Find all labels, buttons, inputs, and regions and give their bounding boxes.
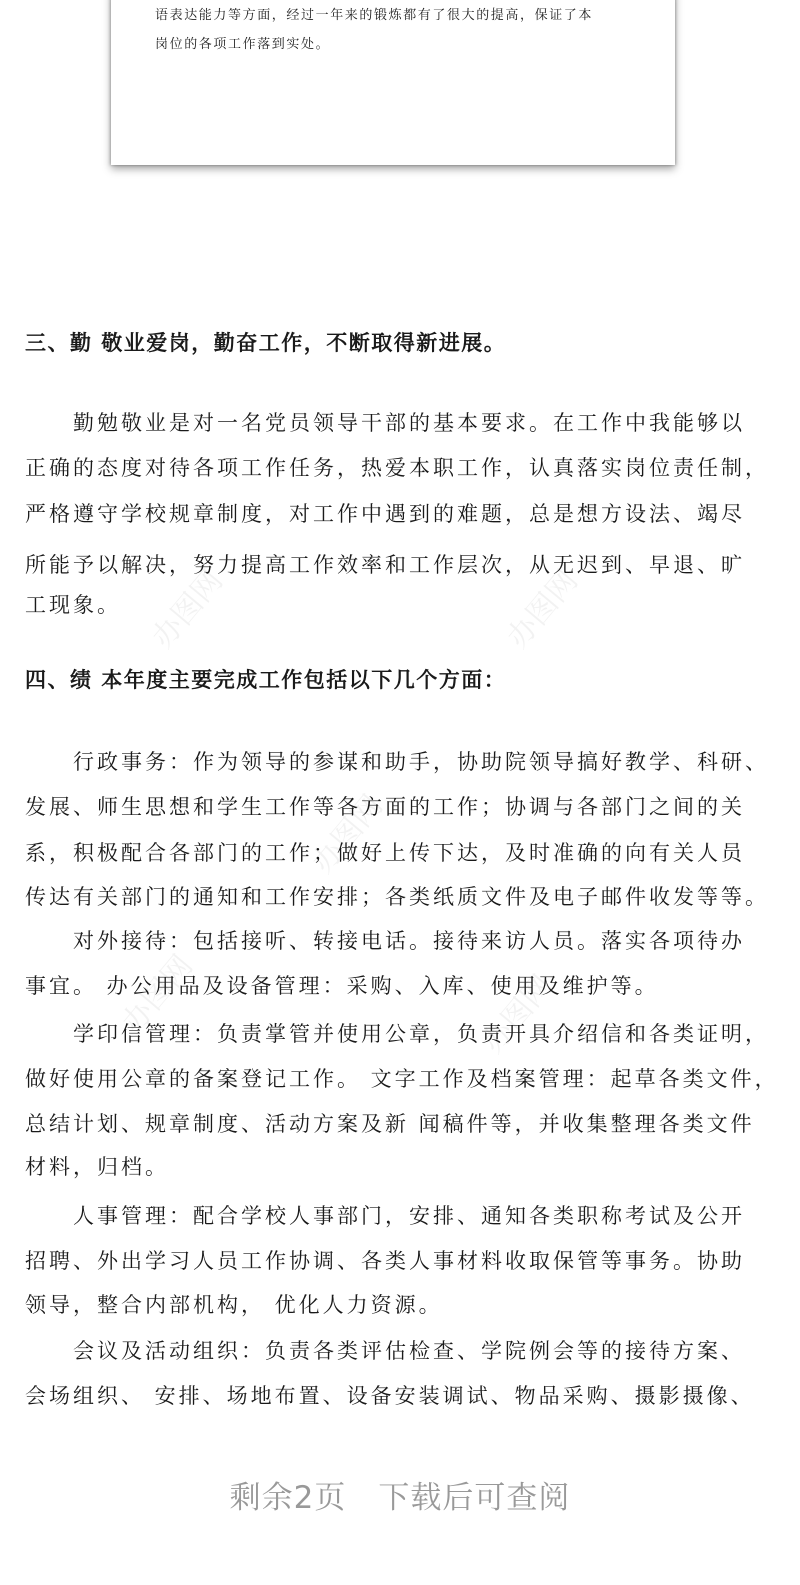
- paragraph-line: 总结计划、规章制度、活动方案及新 闻稿件等，并收集整理各类文件: [25, 1112, 755, 1136]
- paragraph-line: 做好使用公章的备案登记工作。 文字工作及档案管理：起草各类文件，: [25, 1067, 779, 1091]
- paragraph-line: 材料，归档。: [25, 1155, 169, 1179]
- section-heading: 四、绩 本年度主要完成工作包括以下几个方面：: [25, 667, 507, 692]
- paragraph-line: 学印信管理：负责掌管并使用公章，负责开具介绍信和各类证明，: [25, 1022, 769, 1046]
- paragraph-line: 对外接待：包括接听、转接电话。接待来访人员。落实各项待办: [25, 929, 745, 953]
- paragraph-line: 事宜。 办公用品及设备管理：采购、入库、使用及维护等。: [25, 974, 659, 998]
- paragraph-line: 传达有关部门的通知和工作安排；各类纸质文件及电子邮件收发等等。: [25, 885, 769, 909]
- paragraph-line: 人事管理：配合学校人事部门，安排、通知各类职称考试及公开: [25, 1204, 745, 1228]
- watermark: 办图网: [475, 968, 561, 1060]
- watermark: 办图网: [305, 788, 391, 880]
- section-heading: 三、勤 敬业爱岗，勤奋工作，不断取得新进展。: [25, 330, 507, 355]
- watermark: 办图网: [500, 563, 586, 655]
- paragraph-line: 所能予以解决，努力提高工作效率和工作层次，从无迟到、早退、旷: [25, 553, 745, 577]
- watermark: 办图网: [145, 563, 231, 655]
- paragraph-line: 会议及活动组织：负责各类评估检查、学院例会等的接待方案、: [25, 1339, 745, 1363]
- paragraph-line: 勤勉敬业是对一名党员领导干部的基本要求。在工作中我能够以: [25, 411, 745, 435]
- paragraph-line: 招聘、外出学习人员工作协调、各类人事材料收取保管等事务。协助: [25, 1249, 745, 1273]
- card-text-line: 语表达能力等方面，经过一年来的锻炼都有了很大的提高，保证了本: [155, 8, 594, 23]
- paragraph-line: 发展、师生思想和学生工作等各方面的工作；协调与各部门之间的关: [25, 795, 745, 819]
- paragraph-line: 行政事务：作为领导的参谋和助手，协助院领导搞好教学、科研、: [25, 750, 769, 774]
- remaining-pages-download-prompt[interactable]: 剩余2页 下载后可查阅: [229, 1480, 571, 1516]
- watermark: 办图网: [115, 948, 201, 1040]
- paragraph-line: 正确的态度对待各项工作任务，热爱本职工作，认真落实岗位责任制，: [25, 456, 769, 480]
- card-text-line: 岗位的各项工作落到实处。: [155, 37, 331, 52]
- paragraph-line: 系，积极配合各部门的工作；做好上传下达，及时准确的向有关人员: [25, 841, 745, 865]
- preview-page-card: [111, 0, 675, 165]
- paragraph-line: 领导，整合内部机构， 优化人力资源。: [25, 1293, 443, 1317]
- paragraph-line: 工现象。: [25, 593, 121, 617]
- paragraph-line: 会场组织、 安排、场地布置、设备安装调试、物品采购、摄影摄像、: [25, 1384, 755, 1408]
- paragraph-line: 严格遵守学校规章制度，对工作中遇到的难题，总是想方设法、竭尽: [25, 502, 745, 526]
